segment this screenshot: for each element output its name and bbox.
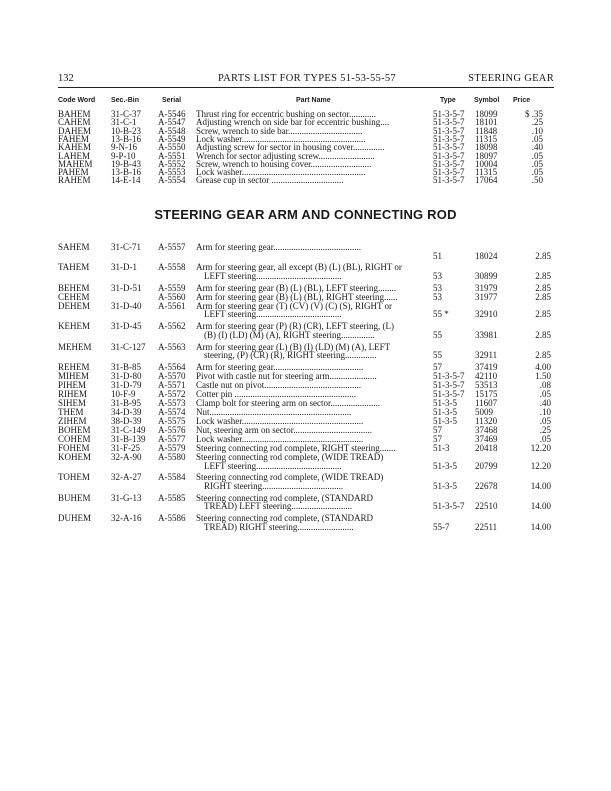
price: 2.85 — [535, 291, 551, 302]
symbol: 18097 — [475, 150, 498, 161]
part-name: Castle nut on pivot........................................... — [196, 380, 361, 390]
type: 51-3-5-7 — [433, 380, 465, 390]
code-word: REHEM — [58, 362, 90, 372]
part-name: TREAD) LEFT steering........................... — [204, 501, 353, 512]
serial: A-5554 — [158, 175, 186, 186]
part-name: Lock washer...................................................... — [196, 416, 364, 426]
sec-bin: 31-B-95 — [111, 398, 141, 408]
symbol: 32910 — [475, 309, 498, 320]
symbol: 18024 — [475, 250, 498, 261]
part-name: Arm for steering gear (P) (R) (CR), LEFT steering, (L) — [196, 321, 395, 332]
symbol: 18101 — [475, 117, 498, 128]
section-name: STEERING GEAR — [468, 73, 554, 84]
type: 51-3-5-7 — [433, 371, 465, 381]
symbol: 37468 — [475, 425, 498, 435]
code-word: FAHEM — [58, 133, 89, 144]
sec-bin: 31-C-1 — [111, 117, 137, 128]
type: 51-3-5-7 — [433, 167, 465, 178]
part-name: Nut............................................................... — [196, 407, 352, 417]
symbol: 5009 — [475, 407, 493, 417]
serial: A-5551 — [158, 150, 186, 161]
price: 1.50 — [535, 371, 551, 381]
code-word: PAHEM — [58, 167, 89, 178]
part-name: LEFT steering...................................... — [204, 309, 342, 320]
serial: A-5550 — [158, 142, 186, 153]
serial: A-5575 — [158, 416, 186, 426]
part-name: Steering connecting rod complete, (STANDARD — [196, 513, 373, 524]
part-name: Steering connecting rod complete, RIGHT steering....... — [196, 443, 396, 453]
sec-bin: 31-F-25 — [111, 443, 140, 453]
code-word: COHEM — [58, 434, 91, 444]
price: 14.00 — [530, 501, 551, 512]
column-header-bin: Sec.-Bin — [111, 97, 140, 104]
column-header-symbol: Symbol — [474, 97, 500, 104]
part-name: Adjusting screw for sector in housing cover.............. — [196, 142, 385, 153]
sec-bin: 13-B-16 — [111, 133, 141, 144]
sec-bin: 31-B-139 — [111, 434, 146, 444]
price: .25 — [539, 425, 551, 435]
serial: A-5563 — [158, 341, 186, 352]
code-word: MAHEM — [58, 158, 93, 169]
code-word: BEHEM — [58, 282, 90, 293]
part-name: Lock washer....................................................... — [196, 133, 366, 144]
symbol: 33981 — [475, 329, 498, 340]
serial: A-5586 — [158, 513, 186, 524]
type: 55 — [433, 329, 442, 340]
code-word: LAHEM — [58, 150, 90, 161]
serial: A-5560 — [158, 291, 186, 302]
price: 2.85 — [535, 329, 551, 340]
price: $ .35 — [525, 109, 543, 119]
part-name: Steering connecting rod complete, (WIDE TREAD) — [196, 472, 384, 483]
code-word: KAHEM — [58, 142, 91, 153]
symbol: 30899 — [475, 271, 498, 282]
code-word: DAHEM — [58, 125, 91, 136]
part-name: Nut, steering arm on sector................................... — [196, 425, 372, 435]
part-name: Cotter pin ...................................................... — [196, 389, 356, 399]
sec-bin: 38-D-39 — [111, 416, 142, 426]
code-word: CAHEM — [58, 117, 91, 128]
code-word: CEHEM — [58, 291, 90, 302]
part-name: Steering connecting rod complete, (STANDARD — [196, 492, 373, 503]
sec-bin: 31-D-45 — [111, 321, 142, 332]
code-word: MEHEM — [58, 341, 92, 352]
serial: A-5570 — [158, 371, 186, 381]
type: 51-3-5-7 — [433, 125, 465, 136]
part-name: Arm for steering gear (B) (L) (BL), RIGHT steering...... — [196, 291, 398, 302]
code-word: THEM — [58, 407, 84, 417]
sec-bin: 34-D-39 — [111, 407, 142, 417]
part-name: Arm for steering gear (T) (CV) (V) (C) (S), RIGHT or — [196, 300, 393, 311]
type: 51-3-5-7 — [433, 117, 465, 128]
type: 57 — [433, 434, 442, 444]
type: 51-3-5-7 — [433, 501, 465, 512]
price: 4.00 — [535, 362, 551, 372]
type: 53 — [433, 291, 442, 302]
type: 51-3-5 — [433, 407, 457, 417]
price: .05 — [531, 133, 543, 144]
serial: A-5552 — [158, 158, 186, 169]
column-header-serial: Serial — [162, 97, 182, 104]
price: .40 — [531, 142, 543, 153]
type: 55 — [433, 350, 442, 361]
type: 57 — [433, 362, 442, 372]
part-name: LEFT steering...................................... — [204, 460, 342, 471]
symbol: 11320 — [475, 416, 498, 426]
symbol: 37419 — [475, 362, 498, 372]
symbol: 22678 — [475, 481, 498, 492]
serial: A-5577 — [158, 434, 186, 444]
code-word: BUHEM — [58, 492, 91, 503]
code-word: TAHEM — [58, 262, 90, 273]
symbol: 10004 — [475, 158, 498, 169]
symbol: 20418 — [475, 443, 498, 453]
symbol: 15175 — [475, 389, 498, 399]
sec-bin: 31-C-127 — [111, 341, 146, 352]
serial: A-5572 — [158, 389, 186, 399]
code-word: RIHEM — [58, 389, 87, 399]
price: 12.20 — [530, 460, 551, 471]
sec-bin: 31-D-79 — [111, 380, 142, 390]
page-title: PARTS LIST FOR TYPES 51-53-55-57 — [218, 73, 396, 84]
sec-bin: 9-N-16 — [111, 142, 137, 153]
type: 57 — [433, 425, 442, 435]
price: 2.85 — [535, 350, 551, 361]
sec-bin: 31-C-149 — [111, 425, 146, 435]
code-word: ZIHEM — [58, 416, 87, 426]
part-name: Lock washer...................................................... — [196, 434, 364, 444]
serial: A-5547 — [158, 117, 186, 128]
page-header — [58, 70, 554, 86]
serial: A-5549 — [158, 133, 186, 144]
symbol: 22510 — [475, 501, 498, 512]
part-name: Arm for steering gear (L) (B) (I) (LD) (M) (A), LEFT — [196, 341, 391, 352]
part-name: Clamp bolt for steering arm on sector...................... — [196, 398, 380, 408]
price: .10 — [539, 407, 551, 417]
sec-bin: 14-E-14 — [111, 175, 141, 186]
sec-bin: 32-A-90 — [111, 452, 142, 462]
code-word: SAHEM — [58, 242, 90, 252]
part-name: Thrust ring for eccentric bushing on sector............ — [196, 109, 376, 119]
serial: A-5580 — [158, 452, 186, 462]
column-header-price: Price — [513, 97, 531, 104]
type: 51-3-5 — [433, 460, 457, 471]
symbol: 11607 — [475, 398, 498, 408]
serial: A-5585 — [158, 492, 186, 503]
code-word: TOHEM — [58, 472, 90, 483]
type: 51-3-5-7 — [433, 175, 465, 186]
price: .50 — [531, 175, 543, 186]
sec-bin: 31-G-13 — [111, 492, 142, 503]
sec-bin: 31-C-37 — [111, 109, 141, 119]
type: 51-3-5-7 — [433, 158, 465, 169]
part-name: Screw, wrench to side bar................................. — [196, 125, 363, 136]
serial: A-5579 — [158, 443, 186, 453]
serial: A-5571 — [158, 380, 186, 390]
serial: A-5548 — [158, 125, 186, 136]
sec-bin: 31-D-51 — [111, 282, 142, 293]
serial: A-5561 — [158, 300, 186, 311]
code-word: BAHEM — [58, 109, 91, 119]
symbol: 31977 — [475, 291, 498, 302]
code-word: SIHEM — [58, 398, 87, 408]
page-number: 132 — [58, 73, 74, 84]
price: 2.85 — [535, 271, 551, 282]
part-name: TREAD) RIGHT steering......................... — [204, 521, 354, 532]
part-name: Wrench for sector adjusting screw......................... — [196, 150, 375, 161]
symbol: 11848 — [475, 125, 498, 136]
part-name: Arm for steering gear, all except (B) (L) (BL), RIGHT or — [196, 262, 402, 273]
sec-bin: 13-B-16 — [111, 167, 141, 178]
serial: A-5546 — [158, 109, 186, 119]
code-word: RAHEM — [58, 175, 91, 186]
serial: A-5576 — [158, 425, 186, 435]
symbol: 53513 — [475, 380, 498, 390]
sec-bin: 31-D-40 — [111, 300, 142, 311]
symbol: 18098 — [475, 142, 498, 153]
sec-bin: 31-C-71 — [111, 242, 141, 252]
column-header-type: Type — [440, 97, 456, 104]
price: 12.20 — [530, 443, 551, 453]
type: 51-3-5 — [433, 481, 457, 492]
sec-bin: 31-B-85 — [111, 362, 141, 372]
symbol: 22511 — [475, 521, 498, 532]
part-name: Grease cup in sector ................................ — [196, 175, 344, 186]
serial: A-5562 — [158, 321, 186, 332]
part-name: Pivot with castle nut for steering arm..................... — [196, 371, 377, 381]
price: .10 — [531, 125, 543, 136]
type: 53 — [433, 282, 442, 293]
column-header-part: Part Name — [296, 97, 331, 104]
header-rule — [58, 87, 554, 88]
serial: A-5564 — [158, 362, 186, 372]
price: .05 — [531, 167, 543, 178]
price: .08 — [539, 380, 551, 390]
part-name: Screw, wrench to housing cover........................... — [196, 158, 372, 169]
serial: A-5573 — [158, 398, 186, 408]
price: .25 — [531, 117, 543, 128]
price: .05 — [531, 158, 543, 169]
serial: A-5553 — [158, 167, 186, 178]
part-name: Arm for steering gear (B) (L) (BL), LEFT steering........ — [196, 282, 397, 293]
part-name: steering, (P) (CR) (R), RIGHT steering.............. — [204, 350, 377, 361]
symbol: 11315 — [475, 133, 498, 144]
sec-bin: 10-F-9 — [111, 389, 136, 399]
symbol: 32911 — [475, 350, 498, 361]
code-word: DUHEM — [58, 513, 91, 524]
code-word: FOHEM — [58, 443, 90, 453]
symbol: 17064 — [475, 175, 498, 186]
serial: A-5559 — [158, 282, 186, 293]
price: 14.00 — [530, 481, 551, 492]
type: 51-3-5-7 — [433, 109, 465, 119]
price: 2.85 — [535, 282, 551, 293]
serial: A-5574 — [158, 407, 186, 417]
type: 55 * — [433, 309, 449, 320]
type: 51-3-5-7 — [433, 150, 465, 161]
part-name: Arm for steering gear........................................ — [196, 362, 364, 372]
type: 51-3-5-7 — [433, 142, 465, 153]
code-word: KEHEM — [58, 321, 90, 332]
part-name: Steering connecting rod complete, (WIDE TREAD) — [196, 452, 384, 462]
type: 51-3-5 — [433, 398, 457, 408]
code-word: PIHEM — [58, 380, 87, 390]
symbol: 18099 — [475, 109, 498, 119]
symbol: 31979 — [475, 282, 498, 293]
symbol: 11315 — [475, 167, 498, 178]
type: 51 — [433, 250, 442, 261]
code-word: DEHEM — [58, 300, 90, 311]
price: .05 — [531, 150, 543, 161]
part-name: LEFT steering...................................... — [204, 271, 342, 282]
sec-bin: 31-D-80 — [111, 371, 142, 381]
sec-bin: 31-D-1 — [111, 262, 137, 273]
price: 14.00 — [530, 521, 551, 532]
code-word: BOHEM — [58, 425, 91, 435]
symbol: 37469 — [475, 434, 498, 444]
sec-bin: 10-B-23 — [111, 125, 141, 136]
price: .05 — [539, 434, 551, 444]
price: .40 — [539, 398, 551, 408]
symbol: 20799 — [475, 460, 498, 471]
type: 51-3-5-7 — [433, 389, 465, 399]
part-name: Arm for steering gear....................................... — [196, 242, 361, 252]
price: 2.85 — [535, 250, 551, 261]
type: 51-3-5 — [433, 416, 457, 426]
serial: A-5584 — [158, 472, 186, 483]
serial: A-5557 — [158, 242, 186, 252]
code-word: KOHEM — [58, 452, 91, 462]
column-header-code: Code Word — [58, 97, 96, 104]
sec-bin: 32-A-16 — [111, 513, 142, 524]
type: 55-7 — [433, 521, 450, 532]
price: .05 — [539, 416, 551, 426]
type: 51-3 — [433, 443, 450, 453]
part-name: Lock washer....................................................... — [196, 167, 366, 178]
symbol: 42110 — [475, 371, 498, 381]
part-name: RIGHT steering.................................... — [204, 481, 344, 492]
sec-bin: 32-A-27 — [111, 472, 142, 483]
price: 2.85 — [535, 309, 551, 320]
part-name: Adjusting wrench on side bar for eccentric bushing.... — [196, 117, 390, 128]
type: 51-3-5-7 — [433, 133, 465, 144]
section-heading: STEERING GEAR ARM AND CONNECTING ROD — [154, 207, 457, 222]
type: 53 — [433, 271, 442, 282]
sec-bin: 19-B-43 — [111, 158, 141, 169]
sec-bin: 9-P-10 — [111, 150, 136, 161]
part-name: (B) (I) (LD) (M) (A), RIGHT steering............... — [204, 329, 375, 340]
serial: A-5558 — [158, 262, 186, 273]
price: .05 — [539, 389, 551, 399]
code-word: MIHEM — [58, 371, 89, 381]
